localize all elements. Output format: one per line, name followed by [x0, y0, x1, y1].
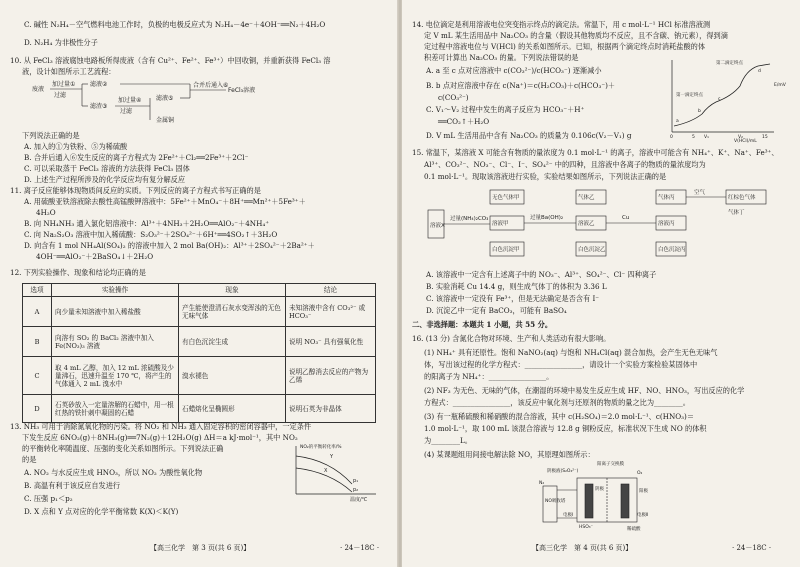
q14-option-a: A. a 至 c 点对应溶液中 c(CO₃²⁻)/c(HCO₃⁻) 逐渐减小	[426, 66, 602, 75]
q16-part4: (4) 某课题组用间接电解法除 NO，其原理如图所示：	[424, 450, 595, 459]
table-cell: 有白色沉淀生成	[179, 327, 286, 357]
electro-no: NO吸收塔	[545, 499, 566, 504]
graph14-ep2: 第二滴定终点	[716, 61, 743, 66]
q10-stem: 10. 从 FeCl₃ 溶液腐蚀电路板所得废液（含有 Cu²⁺、Fe²⁺、Fe³⁺）中回收铜，并重新获得 FeCl₃ 溶	[10, 56, 331, 65]
flow-mix: 合并后通入⑥	[193, 82, 229, 89]
flow15-reagent2: 过量Ba(OH)₂	[530, 215, 564, 221]
electro-dil: 稀硫酸	[627, 527, 641, 532]
flow-op2: 过滤	[120, 108, 133, 115]
flow15-precip2: 白色沉淀乙	[578, 247, 606, 253]
flow15-precip3: 白色沉淀丙	[658, 247, 686, 253]
electro-cathode: 阴极	[595, 487, 604, 492]
table-cell: C	[23, 357, 52, 395]
q10-option-d: D. 上述生产过程所涉及的化学反应均有复分解反应	[24, 175, 186, 184]
q9-option-c: C. 碱性 N₂H₄－空气燃料电池工作时，负极的电极反应式为 N₂H₄－4e⁻＋4OH⁻══N₂＋4H₂O	[24, 20, 326, 29]
flow15-sol3: 溶液丙	[658, 221, 675, 227]
q14-option-c: C. V₁～V₂ 过程中发生的离子反应为 HCO₃⁻＋H⁺	[426, 105, 585, 114]
q9-option-d: D. N₂H₄ 为非极性分子	[24, 38, 98, 47]
electro-right: 电极Ⅱ	[637, 513, 649, 518]
flow-product: FeCl₃溶液	[228, 87, 256, 94]
table-cell: 未知溶液中含有 CO₃²⁻ 或 HCO₃⁻	[286, 297, 376, 327]
q10-stem-2: 液，设计如图所示工艺流程：	[22, 67, 116, 76]
flow15-air: 空气	[694, 190, 706, 196]
q11-option-d-2: 4OH⁻══AlO₂⁻＋2BaSO₄↓＋2H₂O	[36, 252, 154, 261]
flow15-gasC: 气体丙	[658, 195, 675, 201]
table-cell: 石蜡熔化呈椭圆形	[179, 395, 286, 423]
q13-option-d: D. X 点和 Y 点对应的化学平衡常数 K(X)＜K(Y)	[24, 507, 179, 516]
flow15-gasA: 无色气体甲	[492, 195, 520, 201]
flow-add1: 加过量①	[52, 81, 76, 88]
flow15-gasD: 气体丁	[728, 210, 745, 216]
q14-stem-4: 积差可计算出 Na₂CO₃ 的量。下列说法错误的是	[424, 53, 579, 62]
table-cell: 取 4 mL 乙醇，加入 12 mL 浓硫酸及少量沸石，迅速升温至 170 ℃，将产生的气体通入 2 mL 溴水中	[52, 357, 179, 395]
q11-option-b: B. 向 NH₄NH₃ 通入氯化铝溶液中：Al³⁺＋4NH₃＋2H₂O══AlO₂⁻＋4NH₄⁺	[24, 219, 270, 228]
graph14-tick: 5	[692, 135, 695, 140]
left-page	[0, 0, 398, 567]
q16-part2: (2) NF₃ 为无色、无味的气体，在潮湿的环境中易发生反应生成 HF、NO、HNO₃，写出反应的化学	[424, 386, 745, 395]
graph13-label: p₂	[353, 487, 359, 493]
electro-title: 阳离子交换膜	[597, 462, 624, 467]
flow-feed: 废液	[32, 86, 45, 93]
table-cell: A	[23, 297, 52, 327]
q14-option-c-2: ══CO₂↑＋H₂O	[438, 117, 490, 126]
q15-option-d: D. 沉淀乙中一定有 BaCO₃，可能有 BaSO₄	[426, 306, 567, 315]
table-header: 结论	[286, 284, 376, 297]
flow15-cu: Cu	[622, 215, 630, 221]
table-cell: 说明石英为非晶体	[286, 395, 376, 423]
graph13-xlabel: 温度/℃	[350, 497, 368, 503]
graph14-tick: 0	[670, 135, 673, 140]
q13-graph	[290, 442, 382, 502]
q15-option-a: A. 该溶液中一定含有上述离子中的 NO₃⁻、Al³⁺、SO₄²⁻、Cl⁻ 四种离子	[426, 270, 657, 279]
flow15-filtrate: 溶液甲	[492, 221, 509, 227]
right-code: · 24－18C ·	[732, 544, 772, 552]
flow-filtrate2: 滤液②	[90, 81, 108, 88]
electro-n2: N₂	[539, 481, 545, 486]
q13-stem: 13. NH₃ 可用于消除氮氧化物的污染。将 NO₂ 和 NH₃ 通入固定容积的密闭容器中，一定条件	[10, 422, 312, 431]
q14-option-d: D. V mL 生活用品中含有 Na₂CO₃ 的质量为 0.106c(V₂－V₁) g	[426, 131, 632, 140]
graph14-ylabel: E/mV	[774, 83, 786, 88]
table-cell: B	[23, 327, 52, 357]
table-header: 现象	[179, 284, 286, 297]
q10-flow-diagram	[30, 80, 260, 126]
graph13-label: X	[324, 468, 328, 474]
graph14-xlabel: V(HCl)/mL	[734, 139, 757, 144]
flow15-precip: 白色沉淀甲	[492, 247, 520, 253]
graph13-ylabel: NO₂的平衡转化率/%	[300, 445, 342, 450]
electro-hso3: HSO₃⁻	[579, 525, 593, 530]
table-cell: D	[23, 395, 52, 423]
section-heading: 二、非选择题：本题共 1 小题，共 55 分。	[412, 320, 553, 329]
q14-stem-3: 定过程中溶液电位与 V(HCl) 的关系如图所示。已知，根据两个滴定终点时消耗盐酸的体	[424, 42, 706, 51]
left-code: · 24－18C ·	[340, 544, 380, 552]
q12-stem: 12. 下列实验操作、现象和结论均正确的是	[10, 268, 146, 277]
graph14-tick: V₂	[738, 135, 743, 140]
q10-option-c: C. 可以采取蒸干 FeCl₃ 溶液的方法获得 FeCl₃ 固体	[24, 164, 190, 173]
q16-part1: (1) NH₄⁺ 具有还原性。饱和 NaNO₂(aq) 与饱和 NH₄Cl(aq) 混合加热，会产生无色无味气	[424, 348, 718, 357]
q15-option-b: B. 实验消耗 Cu 14.4 g，则生成气体丁的体积为 3.36 L	[426, 282, 607, 291]
table-cell: 说明 NO₃⁻ 具有强氧化性	[286, 327, 376, 357]
flow15-gasB: 气体乙	[578, 195, 595, 201]
electro-anode: 阳极	[639, 489, 648, 494]
q15-stem-2: Al³⁺、CO₃²⁻、NO₃⁻、Cl⁻、I⁻、SO₄²⁻ 中的四种，且溶液中各离子的物质的量浓度均为	[424, 160, 706, 169]
q14-stem: 14. 电位滴定是利用溶液电位突变指示终点的滴定法。常温下，用 c mol·L⁻¹ HCl 标准溶液测	[412, 20, 711, 29]
flow15-sol2: 溶液乙	[578, 221, 595, 227]
table-header: 实验操作	[52, 284, 179, 297]
graph13-label: p₁	[353, 478, 359, 484]
q10-option-a: A. 加入的①为铁粉、⑤为稀硫酸	[24, 142, 128, 151]
q11-option-a: A. 用硫酸亚铁溶液除去酸性高锰酸钾溶液中：5Fe²⁺＋MnO₄⁻＋8H⁺══Mn²⁺＋5Fe³⁺＋	[24, 197, 306, 206]
left-footer: 【高三化学 第 3 页(共 6 页)】	[150, 544, 251, 552]
q15-stem-3: 0.1 mol·L⁻¹。现取该溶液进行实验，实验结果如图所示，下列说法正确的是	[424, 172, 667, 181]
q15-flow-diagram	[426, 186, 776, 266]
q16-part3: (3) 有一瓶稀硫酸和稀硝酸的混合溶液，其中 c(H₂SO₄)＝2.0 mol·L⁻¹、c(HNO₃)＝	[424, 412, 695, 421]
q13-stem-4: 的是	[22, 455, 37, 464]
q13-stem-3: 的平衡转化率随温度、压强的变化关系如图所示。下列说法正确	[22, 444, 224, 453]
flow-filtrate5: 滤液⑤	[156, 95, 174, 102]
table-cell: 向溶有 SO₂ 的 BaCl₂ 溶液中加入 Fe(NO₃)₃ 溶液	[52, 327, 179, 357]
table-cell: 溴水褪色	[179, 357, 286, 395]
q16-part2-2: 方程式：________________，该反应中氧化剂与还原剂的物质的量之比为________。	[424, 398, 690, 407]
q13-option-a: A. NO₂ 与水反应生成 HNO₃，所以 NO₂ 为酸性氧化物	[24, 468, 203, 477]
right-footer: 【高三化学 第 4 页(共 6 页)】	[532, 544, 633, 552]
q14-option-b-2: c(CO₃²⁻)	[438, 93, 469, 102]
q15-stem: 15. 常温下，某溶液 X 可能含有物质的量浓度为 0.1 mol·L⁻¹ 的离子，溶液中可能含有 NH₄⁺、K⁺、Na⁺、Fe³⁺、	[412, 148, 779, 157]
q10-option-b: B. 合并后通入⑥发生反应的离子方程式为 2Fe²⁺＋Cl₂══2Fe³⁺＋2Cl⁻	[24, 153, 249, 162]
right-page	[402, 0, 800, 567]
q12-table	[22, 283, 376, 423]
q11-option-a-2: 4H₂O	[36, 208, 56, 217]
q16-part3-3: 为________L。	[424, 436, 472, 445]
q16-stem: 16. (13 分) 含氮化合物对环境、生产和人类活动有很大影响。	[412, 334, 611, 343]
q13-stem-2: 下发生反应 6NO₂(g)＋8NH₃(g)══7N₂(g)＋12H₂O(g) ΔH＝a kJ·mol⁻¹，其中 NO₂	[22, 433, 298, 442]
table-cell: 说明乙醇消去反应的产物为乙烯	[286, 357, 376, 395]
flow15-brown: 红棕色气体	[728, 195, 756, 201]
q13-option-c: C. 压强 p₁＜p₂	[24, 494, 73, 503]
electro-o2: O₂	[637, 471, 643, 476]
q10-prompt: 下列说法正确的是	[22, 131, 80, 140]
graph14-point: d	[758, 69, 761, 74]
q16-part3-2: 1.0 mol·L⁻¹，取 100 mL 该混合溶液与 12.8 g 铜粉反应，标准状况下生成 NO 的体积	[424, 424, 707, 433]
q11-option-c: C. 向 Na₂S₂O₃ 溶液中加入稀硫酸：S₂O₃²⁻＋2SO₄²⁻＋6H⁺══4SO₂↑＋3H₂O	[24, 230, 278, 239]
electro-cathode-liquid: 阴极液(S₂O₄²⁻)	[547, 469, 579, 474]
flow-add4: 加过量④	[118, 97, 142, 104]
q14-option-b: B. b 点对应溶液中存在 c(Na⁺)＝c(H₂CO₃)＋c(HCO₃⁻)＋	[426, 81, 616, 90]
q16-part1-3: 的阳离子为 NH₄⁺：________________。	[424, 372, 554, 381]
flow-metal: 金属铜	[156, 117, 175, 124]
q14-stem-2: 定 V mL 某生活用品中 Na₂CO₃ 的含量（假设其他物质均不反应，且不含碳、钠元素），得到滴	[424, 31, 728, 40]
q11-stem: 11. 离子反应能够体现物质间反应的实质。下列反应的离子方程式书写正确的是	[10, 186, 261, 195]
q15-option-c: C. 该溶液中一定没有 Fe³⁺，但是无法确定是否含有 I⁻	[426, 294, 600, 303]
flow15-reagent1: 过量(NH₄)₂CO₃	[450, 216, 489, 222]
graph14-point: c	[718, 97, 721, 102]
table-cell: 向少量未知溶液中加入稀盐酸	[52, 297, 179, 327]
flow15-start: 溶液X	[430, 223, 445, 229]
graph14-tick: V₁	[704, 135, 709, 140]
q14-graph	[662, 56, 786, 144]
graph14-point: a	[676, 119, 679, 124]
q13-option-b: B. 高温有利于该反应自发进行	[24, 481, 121, 490]
table-cell: 产生能使澄清石灰水变浑浊的无色无味气体	[179, 297, 286, 327]
electro-left: 电极Ⅰ	[563, 513, 574, 518]
graph13-label: Y	[330, 454, 334, 460]
graph14-tick: 15	[762, 135, 768, 140]
table-cell: 石英砂放入一定量溶解的石蜡中，用一根红热的铁针刺中凝固的石蜡	[52, 395, 179, 423]
flow-residue3: 滤渣③	[90, 103, 108, 110]
q16-part1-2: 体，写出该过程的化学方程式：________________，请设计一个实验方案检验某固体中	[424, 360, 698, 369]
q11-option-d: D. 向含有 1 mol NH₄Al(SO₄)₂ 的溶液中加入 2 mol Ba(OH)₂：Al³⁺＋2SO₄²⁻＋2Ba²⁺＋	[24, 241, 315, 250]
q16-electrolysis-diagram	[537, 460, 667, 532]
table-header: 选项	[23, 284, 52, 297]
flow-op1: 过滤	[54, 92, 67, 99]
graph14-ep1: 第一滴定终点	[676, 93, 703, 98]
graph14-point: b	[698, 109, 701, 114]
